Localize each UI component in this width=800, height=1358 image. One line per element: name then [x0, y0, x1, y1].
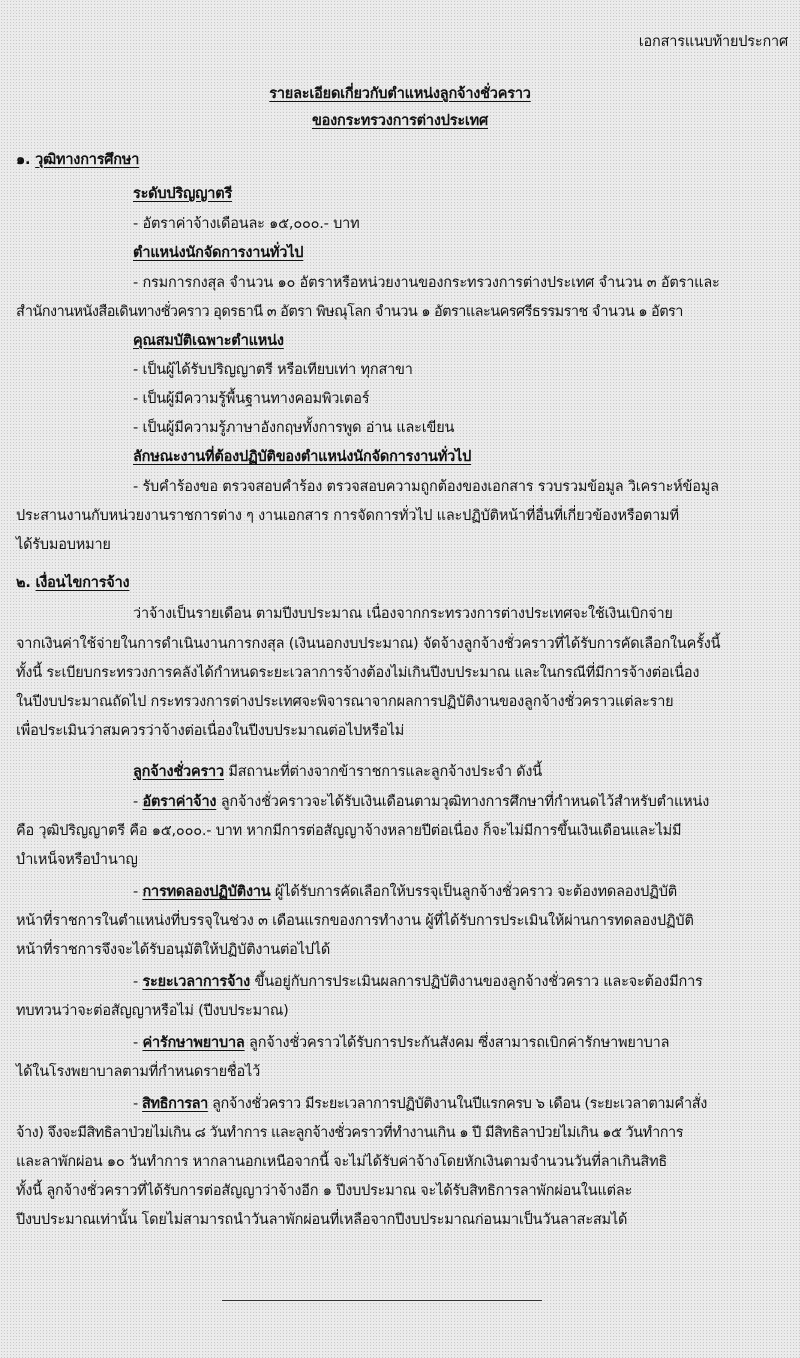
qualification-item: - เป็นผู้ได้รับปริญญาตรี หรือเทียบเท่า ทุกสาขา — [133, 362, 413, 378]
leave-term: สิทธิการลา — [142, 1096, 208, 1112]
status-rest: มีสถานะที่ต่างจากข้าราชการและลูกจ้างประจำ ดังนี้ — [223, 764, 542, 780]
degree-level: ระดับปริญญาตรี — [133, 186, 233, 202]
medical-line-1 — [133, 1033, 669, 1053]
probation-line-2: หน้าที่ราชการในตำแหน่งที่บรรจุในช่วง ๓ เดือนแรกของการทำงาน ผู้ที่ได้รับการประเมินให้ผ่านการทดลองปฏิบัติ — [16, 913, 694, 929]
status-term: ลูกจ้างชั่วคราว — [133, 764, 224, 780]
leave-line-4: ทั้งนี้ ลูกจ้างชั่วคราวที่ได้รับการต่อสัญญาว่าจ้างอีก ๑ ปีงบประมาณ จะได้รับสิทธิการลาพักผ่อนในแต่ละ — [16, 1183, 633, 1199]
conditions-intro-line: จากเงินค่าใช้จ่ายในการดำเนินงานการกงสุล (เงินนอกงบประมาณ) จัดจ้างลูกจ้างชั่วคราวที่ได้รับการคัดเลือกในครั้งนี้ — [16, 636, 721, 652]
duration-rest: ขึ้นอยู่กับการประเมินผลการปฏิบัติงานของลูกจ้างชั่วคราว และจะต้องมีการ — [250, 974, 703, 990]
conditions-intro-line: ในปีงบประมาณถัดไป กระทรวงการต่างประเทศจะพิจารณาจากผลการปฏิบัติงานของลูกจ้างชั่วคราวแต่ละราย — [16, 694, 674, 710]
wage-term: อัตราค่าจ้าง — [142, 794, 217, 810]
section1-heading — [16, 150, 139, 170]
leave-line-2: จ้าง) จึงจะมีสิทธิลาป่วยไม่เกิน ๘ วันทำการ และลูกจ้างชั่วคราวที่ทำงานเกิน ๑ ปี มีสิทธิลาป่วยไม่เกิน ๑๕ วันทำการ — [16, 1125, 683, 1141]
document-title-line1: รายละเอียดเกี่ยวกับตำแหน่งลูกจ้างชั่วคราว — [269, 86, 531, 102]
medical-rest: ลูกจ้างชั่วคราวได้รับการประกันสังคม ซึ่งสามารถเบิกค่ารักษาพยาบาล — [244, 1035, 670, 1051]
duration-prefix: - — [133, 974, 143, 990]
wage-line-3: บำเหน็จหรือบำนาญ — [16, 852, 138, 868]
conditions-intro-line: ทั้งนี้ ระเบียบกระทรวงการคลังได้กำหนดระยะเวลาการจ้างต้องไม่เกินปีงบประมาณ และในกรณีที่มีการจ้างต่อเนื่อง — [16, 665, 700, 681]
salary-line: - อัตราค่าจ้างเดือนละ ๑๕,๐๐๐.- บาท — [133, 216, 360, 232]
wage-line-1 — [133, 792, 709, 812]
document-title-line2: ของกระทรวงการต่างประเทศ — [311, 113, 489, 129]
status-line — [133, 762, 542, 782]
probation-line-1 — [133, 882, 677, 902]
leave-rest: ลูกจ้างชั่วคราว มีระยะเวลาการปฏิบัติงานในปีแรกครบ ๖ เดือน (ระยะเวลาตามคำสั่ง — [207, 1096, 707, 1112]
quota-line-1: - กรมการกงสุล จำนวน ๑๐ อัตราหรือหน่วยงานของกระทรวงการต่างประเทศ จำนวน ๓ อัตราและ — [133, 275, 720, 291]
medical-term: ค่ารักษาพยาบาล — [142, 1035, 245, 1051]
probation-prefix: - — [133, 884, 143, 900]
duties-line: ได้รับมอบหมาย — [16, 537, 111, 553]
qualifications-heading: คุณสมบัติเฉพาะตำแหน่ง — [133, 333, 284, 349]
section1-title: วุฒิทางการศึกษา — [35, 152, 140, 168]
section1-number: ๑. — [16, 152, 31, 168]
qualification-item: - เป็นผู้มีความรู้พื้นฐานทางคอมพิวเตอร์ — [133, 391, 370, 407]
duration-term: ระยะเวลาการจ้าง — [142, 974, 251, 990]
duration-line-2: ทบทวนว่าจะต่อสัญญาหรือไม่ (ปีงบประมาณ) — [16, 1003, 289, 1019]
conditions-intro-line: เพื่อประเมินว่าสมควรว่าจ้างต่อเนื่องในปีงบประมาณต่อไปหรือไม่ — [16, 723, 405, 739]
probation-line-3: หน้าที่ราชการจึงจะได้รับอนุมัติให้ปฏิบัติงานต่อไปได้ — [16, 942, 331, 958]
wage-line-2: คือ วุฒิปริญญาตรี คือ ๑๕,๐๐๐.- บาท หากมีการต่อสัญญาจ้างหลายปีต่อเนื่อง ก็จะไม่มีการขึ้นเงินเดือนและไม่มี — [16, 823, 682, 839]
section2-title: เงื่อนไขการจ้าง — [35, 575, 130, 591]
probation-rest: ผู้ได้รับการคัดเลือกให้บรรจุเป็นลูกจ้างชั่วคราว จะต้องทดลองปฏิบัติ — [270, 884, 677, 900]
section2-number: ๒. — [16, 575, 31, 591]
wage-rest: ลูกจ้างชั่วคราวจะได้รับเงินเดือนตามวุฒิทางการศึกษาที่กำหนดไว้สำหรับตำแหน่ง — [216, 794, 710, 810]
quota-line-2: สำนักงานหนังสือเดินทางชั่วคราว อุดรธานี ๓ อัตรา พิษณุโลก จำนวน ๑ อัตราและนครศรีธรรมราช จำนวน ๑ อัตรา — [16, 304, 683, 320]
attachment-note: เอกสารแนบท้ายประกาศ — [638, 34, 788, 50]
leave-line-1 — [133, 1094, 707, 1114]
section2-heading — [16, 573, 129, 593]
conditions-intro-line: ว่าจ้างเป็นรายเดือน ตามปีงบประมาณ เนื่องจากกระทรวงการต่างประเทศจะใช้เงินเบิกจ่าย — [133, 606, 673, 622]
medical-prefix: - — [133, 1035, 143, 1051]
wage-prefix: - — [133, 794, 143, 810]
duration-line-1 — [133, 972, 703, 992]
leave-prefix: - — [133, 1096, 143, 1112]
leave-line-3: และลาพักผ่อน ๑๐ วันทำการ หากลานอกเหนือจากนี้ จะไม่ได้รับค่าจ้างโดยหักเงินตามจำนวนวันที่ลาเกินสิทธิ — [16, 1154, 668, 1170]
position-title: ตำแหน่งนักจัดการงานทั่วไป — [133, 245, 304, 261]
duties-heading: ลักษณะงานที่ต้องปฏิบัติของตำแหน่งนักจัดการงานทั่วไป — [133, 449, 472, 465]
duties-line: - รับคำร้องขอ ตรวจสอบคำร้อง ตรวจสอบความถูกต้องของเอกสาร รวบรวมข้อมูล วิเคราะห์ข้อมูล — [133, 479, 719, 495]
qualification-item: - เป็นผู้มีความรู้ภาษาอังกฤษทั้งการพูด อ่าน และเขียน — [133, 420, 455, 436]
medical-line-2: ได้ในโรงพยาบาลตามที่กำหนดรายชื่อไว้ — [16, 1064, 261, 1080]
end-divider — [222, 1300, 542, 1301]
duties-line: ประสานงานกับหน่วยงานราชการต่าง ๆ งานเอกสาร การจัดการทั่วไป และปฏิบัติหน้าที่อื่นที่เกี่ยวข้องหรือตามที่ — [16, 508, 679, 524]
leave-line-5: ปีงบประมาณเท่านั้น โดยไม่สามารถนำวันลาพักผ่อนที่เหลือจากปีงบประมาณก่อนมาเป็นวันลาสะสมได้ — [16, 1212, 628, 1228]
probation-term: การทดลองปฏิบัติงาน — [142, 884, 271, 900]
